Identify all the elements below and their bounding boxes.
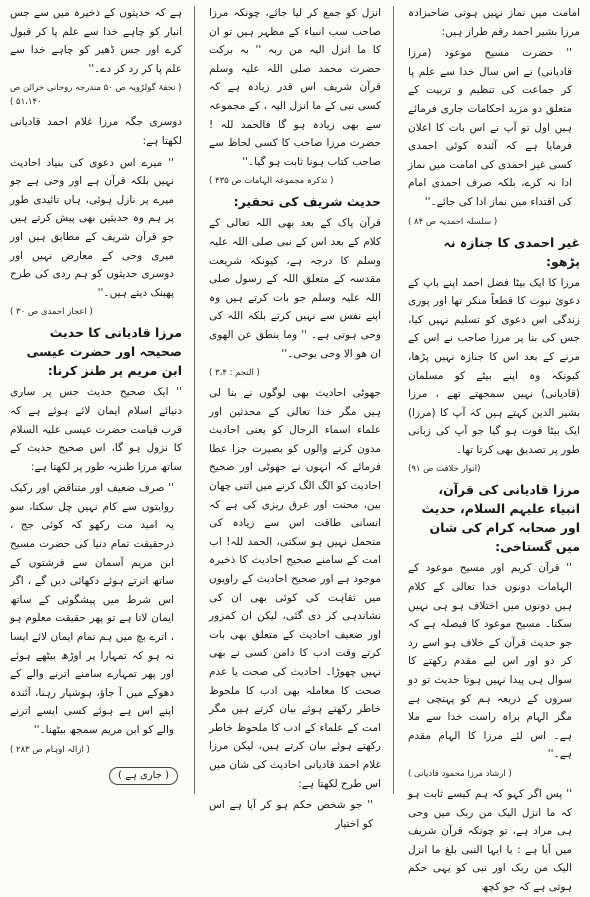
quote-paragraph: '' صرف ضعیف اور متناقض اور رکیک روایتوں سے کام نہیں چل سکتا، سو یہ امید مت رکھو کہ کوئی جج ، درحقیقت تمام دنیا کی حضرت مسیح ابن مریم آسمان سے فرشتوں کے ساتھ اترتے ہوئے دکھائی دیں گے ، اگر اس شرط میں پیشگوئی کے ساتھ ایمان لاتا ہے تو پھر حقیقت معلوم ہو ، اترے بچ میں ہم تمام ایمان لائے ایسا نہ ہو کہ تمہارا پر اوڑھ بیٹھے ہوئے اور پھر تمہارے سامنے اترنے والے کے دھوکے میں آ جاؤ، ہوشیار رہنا، آئندہ اپنے اس ہے ہوئے کسی ایسے اترنے والے کو ابن مریم سمجھ بیٹھنا۔''	[10, 482, 174, 736]
quote-paragraph: '' جو شخص حکم ہو کر آیا ہے اس کو اختیار	[209, 799, 373, 830]
section-heading: غیر احمدی کا جنازہ نہ پڑھو:	[443, 234, 580, 269]
column-middle	[203, 4, 387, 830]
quote-paragraph: '' حضرت مسیح موعود (مرزا قادیانی) نے اس سال خدا سے علم پا کر جماعت کی تنظیم و تربیت کے متعلق دو مزید احکامات جاری فرمائے ہیں اول تو آپ نے اس بات کا اعلان فرمایا ہے کہ آئندہ کوئی احمدی کسی غیر احمدی کی امامت میں نماز ادا نہ کرے، بلکہ صرف احمدی امام کی اقتداء میں نماز ادا کی جائے۔''	[408, 47, 572, 208]
paragraph: مرزا کا ایک بیٹا فضل احمد اپنے باپ کے دعوئ نبوت کا قطعاً منکر تھا اور پوری زندگی اس دعوی کو تسلیم نہیں کیا، جس کی بنا پر مرزا صاحب نے اس کے مرنے کے بعد اس کا جنازہ نہیں پڑھا، کیونکہ وہ اپنے بیٹے کو مسلمان (قادیانی) نہیں سمجھتے تھے ، مرزا بشیر الدین کہتے ہیں کہ آپ کا (مرزا) ایک بیٹا فوت ہو گیا جو آپ کی زبانی طور پر تصدیق بھی کرتا تھا۔	[408, 276, 580, 456]
section-heading: مرزا قادیانی کی قرآن، انبیاء علیہم السلام، حدیث اور صحابہ کرام کی شان میں گستاخی:	[421, 482, 580, 555]
paragraph: '' ایک صحیح حدیث جس پر ساری دنیائے اسلام ایمان لائے ہوئے ہے کہ قرب قیامت حضرت عیسی علیہ السلام کا نزول ہو گا، اس صحیح حدیث کے ساتھ مرزا طنزیہ طور پر لکھتا ہے:	[10, 386, 182, 473]
citation: ( تحفۂ گولڑویہ ص ۵۰ مندرجہ روحانی خزائن ص ۵۱،۱۴۰ )	[10, 83, 182, 108]
citation: ( تذکرہ مجموعہ الہامات ص ۴۳۵ )	[209, 176, 334, 187]
continued-label: ( جاری ہے )	[109, 767, 178, 785]
citation: ( ارشاد مرزا محمود قادیانی )	[408, 769, 512, 779]
paragraph: امامت میں نماز نہیں ہوتی صاحبزادہ مرزا بشیر احمد رقم طراز ہیں:	[408, 7, 580, 38]
section-heading: حدیث شریف کی تحقیر:	[233, 194, 381, 210]
column-left	[4, 4, 188, 796]
paragraph: انزل کو جمع کر لیا جائے، چونکہ مرزا صاحب سب انبیاء کے مظہر ہیں تو ان کا ما انزل الیہ من ربہ '' بہ برکت حضرت محمد صلی اللہ علیہ وسلم قرآن شریف اس قدر زیادہ ہے کہ کسی نبی کے ما انزل الیہ ، کے مجموعہ سے بھی زیادہ ہو گا فالحمد للہ ! حضرت مرزا صاحب کا کسی لحاظ سے صاحب کتاب ہونا ثابت ہو گیا۔''	[209, 7, 381, 168]
citation: (انوار خلافت ص ۹۱)	[408, 464, 481, 475]
citation: ( ازالہ اوہام ص ۲۸۳ )	[10, 744, 90, 755]
column-divider	[393, 6, 394, 794]
column-divider	[194, 6, 195, 794]
quote-paragraph: '' میرے اس دعوی کی بنیاد احادیث نہیں بلکہ قرآن ہے اور وحی ہے جو میرے پر نازل ہوئی، ہاں تائیدی طور پر ہم وہ حدیثیں بھی پیش کرتے ہیں جو قرآن شریف کے مطابق ہیں اور میری وحی کے معارض نہیں اور دوسری حدیثوں کو ہم ردی کی طرح پھینک دیتے ہیں۔''	[10, 156, 174, 299]
quote-paragraph: '' قرآن کریم اور مسیح موعود کے الہامات دونوں خدا تعالی کے کلام ہیں دونوں میں اختلاف ہو ہی نہیں سکتا۔ مسیح موعود کا فیصلہ ہے کہ جو حدیث قرآن کے خلاف ہو اسے رد کر دو اور اس لیے مقدم رکھتے کا سوال ہی پیدا نہیں ہوتا حدیث تو دو سروں کے ذریعہ ہم کو پہنچی ہے مگر الہام براہ راست خدا سے ملا ہے۔ اس لئے مرزا کا الہام مقدم ہے۔''	[408, 562, 572, 761]
paragraph: دوسری جگہ مرزا غلام احمد قادیانی لکھتا ہے:	[10, 116, 182, 147]
citation: ( اعجاز احمدی ص ۳۰ )	[10, 307, 93, 318]
section-heading: مرزا قادیانی کا حدیث صحیحہ اور حضرت عیسی ابن مریم پر طنز کرنا:	[26, 325, 182, 379]
citation: ( سلسلہ احمدیہ ص ۸۴ )	[408, 216, 498, 227]
citation: ( النجم : ۳،۴ )	[209, 368, 260, 379]
paragraph: قرآن پاک کے بعد بھی اللہ تعالی کے کلام کے بعد اس کے نبی صلی اللہ علیہ وسلم کا درجہ ہے، کیونکہ شریعت مقدسہ کے متعلق اللہ کے رسول صلی اللہ علیہ وسلم جو بات کرتے ہیں وہ اپنے نفس سے نہیں کرتے بلکہ اللہ کی وحی ہوتی ہے۔ '' وما ینطق عن الھوی ان ھو الا وحی یوحی۔''	[209, 217, 381, 360]
quote-paragraph: '' پس اگر کہو کہ ہم کیسے ثابت ہو کہ ما انزل الیک من ربک میں وحی ہی مراد ہے، تو چونکہ قرآن شریف میں آیا ہے : یا ایہا النبی بلغ ما انزل الیک من ربک اور نبی کو یہی حکم ہوتی ہے کہ جو کچھ	[408, 788, 572, 893]
column-right	[402, 4, 586, 893]
paragraph: ہے کہ حدیثوں کے ذخیرہ میں سے جس انبار کو چاہے خدا سے علم پا کر قبول کرے اور جس ڈھیر کو چاہے خدا سے علم پا کر رد کر دے۔''	[10, 7, 182, 75]
paragraph: جھوٹی احادیث بھی لوگوں نے بنا لی ہیں مگر خدا تعالی کے محدثین اور علماء اسماء الرجال کو یعنی احادیث مدون کرنے والوں کو بصیرت جزا عطا فرمائے کہ انہوں نے جھوٹی اور صحیح احادیث کو الگ الگ کرنے میں اتنی چھان بین، محنت اور عرق ریزی کی ہے کہ انسانی طاقت اس سے زیادہ کی متحمل نہیں ہو سکتی، الحمد للہ! اب امت کے سامنے صحیح احادیث کا ذخیرہ موجود ہے اور صحیح احادیث کے راویوں میں ثقاہت کی کوئی بھی ان کی نشاندہی کر دی گئی، لیکن ان کمزور اور ضعیف احادیث کے متعلق بھی بات کرتے وقت ادب کا دامن کسی نے بھی نہیں چھوڑا۔ احادیث کی صحت یا عدم صحت کا معاملہ بھی ادب کا ملحوظ خاطر رکھتے ہوئے بیان کرتے ہیں مگر امت کے علماء کے ادب کا ملحوظ خاطر رکھتے ہوئے بیان کرتے ہیں، لیکن مرزا غلام احمد قادیانی احادیث کی شان میں اس طرح لکھتا ہے:	[209, 387, 381, 790]
